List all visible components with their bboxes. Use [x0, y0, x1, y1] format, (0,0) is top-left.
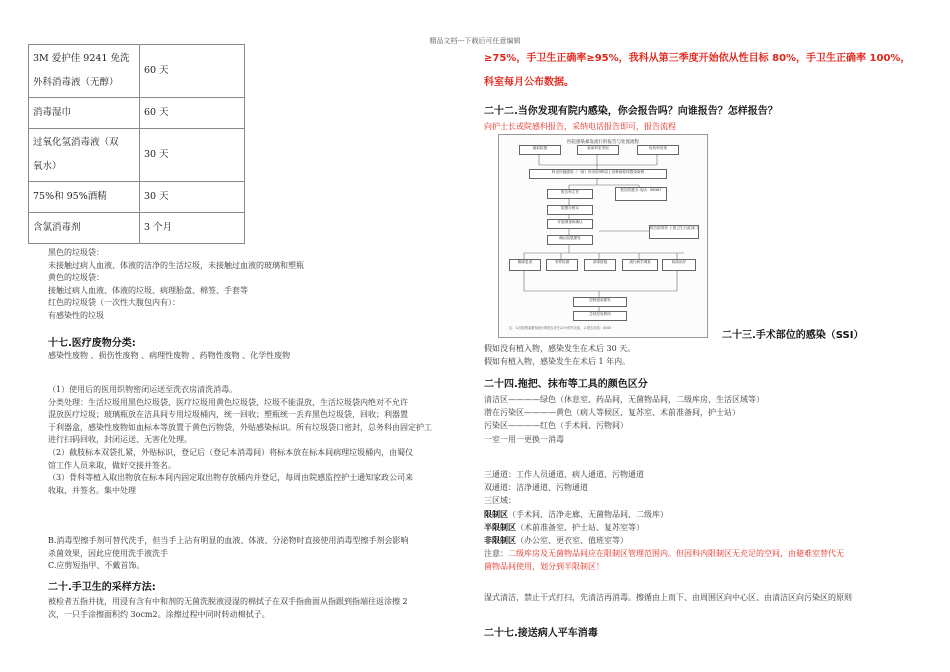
wet-clean-text: 湿式清洁，禁止干式打扫，先清洁再消毒。擦循由上而下、由周围区向中心区、由清洁区向污染区的原则 — [484, 593, 852, 602]
disinfectant-shelf-life-table — [28, 44, 245, 244]
shelf-life-cell: 30 天 — [140, 182, 245, 213]
flow-box-measure: 消毒措施 — [584, 259, 616, 271]
text-line: 有感染性的垃圾 — [48, 310, 104, 320]
cell-line: 消毒湿巾 — [33, 107, 72, 118]
text-line: 进行扫码回收，封闭运送、无害化处理。 — [48, 435, 192, 445]
cell-line: 过氧化氢消毒液（双 — [33, 137, 119, 148]
flow-box-main-step: 科室怀疑感染（一周）内出现3例以上同种病原体感染病例 — [529, 169, 667, 179]
flow-box-side-note: 报告院领导 上报卫生行政部门 — [649, 225, 699, 239]
hand-rub-text — [48, 535, 474, 573]
flow-box-clinical: 临床科室发现 — [577, 145, 619, 155]
disinfectant-name-cell — [29, 98, 140, 129]
text-line: 潜在污染区————黄色（病人等候区、复苏室、术前准备间，护士站） — [484, 408, 740, 418]
text-line: 污染区————红色（手术间、污物间） — [484, 421, 628, 431]
flowchart-footer: 注：1.医院感染暴发流行的报告应在12小时内完成。 2.报告电话：0000 — [509, 326, 612, 330]
flow-box-measure: 流行病学调查 — [622, 259, 658, 271]
section-27-title: 二十七.接送病人平车消毒 — [484, 628, 598, 639]
section-22-note: 向护士长或院感科报告，采纳电话报告即可，报告流程 — [484, 122, 676, 131]
flow-box-suspected: 疑似院感 — [519, 145, 561, 155]
cell-line: 3M 爱护佳 9241 免洗 — [33, 53, 130, 64]
cell-line: 75%和 95%酒精 — [33, 191, 107, 202]
text-line: 三区域： — [484, 496, 516, 506]
zone-line — [484, 508, 924, 521]
table-row — [29, 98, 245, 129]
flow-box-lab: 检验科发现 — [637, 145, 679, 155]
text-line: 于利器盒，感染性废物如血标本等放置于黄色污物袋，外贴感染标识。所有垃圾袋口密封，总务科由固定护工 — [48, 422, 432, 432]
shelf-life-cell: 60 天 — [140, 98, 245, 129]
waste-handling-text — [48, 384, 474, 497]
hand-hygiene-rate-text — [484, 47, 929, 95]
text-line: 一室一用一更换一消毒 — [484, 434, 564, 444]
table-row — [29, 182, 245, 213]
disinfectant-name-cell — [29, 129, 140, 182]
zone-desc: （术前准备室、护士站、复苏室等） — [516, 522, 644, 532]
section-17-title: 十七.医疗废物分类: — [48, 338, 136, 349]
text-line: 三通道：工作人员通道、病人通道、污物通道 — [484, 470, 644, 479]
section-24-title: 二十四.拖把、抹布等工具的颜色区分 — [484, 379, 648, 390]
text-line: 双通道：洁净通道、污物通道 — [484, 483, 588, 493]
text-line: 接触过病人血液、体液的垃圾、病理胎盘、棉签、手套等 — [48, 285, 248, 295]
section-17-items: 感染性废物 、损伤性废物 、病理性废物 、药物性废物 、化学性废物 — [48, 351, 291, 360]
text-line: 混放医疗垃圾；玻璃瓶放在洁具间专用垃圾桶内，统一回收；塑瓶统一丢弃黑色垃圾袋，回收；利器置 — [48, 410, 408, 420]
text-line: 次，一只手涂擦面积约 3ocm2。涂擦过程中同时转动棉拭子。 — [48, 609, 270, 619]
flow-box-measure: 隔离患者 — [509, 259, 541, 271]
text-line: 黑色的垃圾袋： — [48, 248, 104, 257]
text-line: 被检者五指并拢，用浸有含有中和剂的无菌洗脱液浸湿的棉拭子在双手指曲面从指跟到指端往返涂擦 2 — [48, 597, 408, 606]
flow-box-verify: 院感办核实 — [547, 205, 593, 215]
zone-line — [484, 534, 924, 547]
section-20-text — [48, 596, 474, 621]
notice-line — [484, 547, 924, 560]
disinfectant-name-cell — [29, 213, 140, 244]
shelf-life-cell: 30 天 — [140, 129, 245, 182]
disinfectant-name-cell — [29, 45, 140, 98]
text-line: （2）截肢标本双袋扎紧，外贴标识，登记后（登记本消毒间）将标本放在标本间病理垃圾桶内，由蜀仪 — [48, 447, 414, 457]
notice-red-text: 二级库房及无菌物品间应在限制区管理范围内。但因科内限制区无充足的空间，由避难室替代无 — [508, 549, 844, 559]
zone-desc: （办公室、更衣室、值班室等） — [516, 536, 628, 546]
flowchart-title: 医院感染暴发流行的报告与处置流程 — [567, 140, 639, 145]
zone-label: 限制区 — [484, 509, 508, 519]
text-line: 未接触过病人血液、体液的洁净的生活垃圾，未接触过血液的玻璃和塑瓶 — [48, 260, 304, 270]
channels-zones-text — [484, 468, 924, 574]
table-row — [29, 213, 245, 244]
section-24-text — [484, 393, 924, 446]
shelf-life-cell: 3 个月 — [140, 213, 245, 244]
outbreak-report-flowchart — [498, 134, 708, 338]
section-23-title: 二十三.手术部位的感染（SSI） — [722, 330, 864, 341]
zone-desc: （手术间、洁净走廊、无菌物品间、二级库） — [508, 509, 668, 519]
text-line: 假如没有植入物，感染发生在术后 30 天。 — [484, 344, 636, 353]
text-line: 分类处理：生活垃圾用黑色垃圾袋，医疗垃圾用黄色垃圾袋，垃圾不能混放，生活垃圾袋内绝对不允许 — [48, 397, 408, 407]
flow-box-report-office: 报告院感办 电话：66387 — [615, 187, 667, 201]
flow-box-summary: 总结经验教训 — [573, 311, 627, 321]
section-23-text — [484, 343, 924, 368]
text-line: ≥75%，手卫生正确率≥95%，我科从第三季度开始依从性目标 80%，手卫生正确率 100%， — [484, 53, 911, 64]
section-22-title: 二十二.当你发现有院内感染，你会报告吗？向谁报告？怎样报告？ — [484, 106, 778, 117]
text-line: C.应剪短指甲、不戴首饰。 — [48, 561, 145, 571]
text-line: 黄色的垃圾袋： — [48, 273, 104, 283]
text-line: 假如有植入物，感染发生在术后 1 年内。 — [484, 356, 631, 366]
zone-line — [484, 521, 924, 534]
text-line: （3）骨科等植入取出物放在标本间内固定取出物存放桶内并登记，每周由院感监控护士通知家政公司来 — [48, 473, 414, 483]
text-line: B.消毒型擦手剂可替代洗手，但当手上沾有明显的血液、体液、分泌物时直接使用消毒型擦手剂会影响 — [48, 536, 409, 545]
zone-label: 半限制区 — [484, 522, 516, 532]
text-line: 馆工作人员来取，做好交接并签名。 — [48, 460, 176, 470]
flow-box-survey: 开展调查和确认 — [547, 219, 593, 229]
flow-box-measure: 采样检测 — [546, 259, 578, 271]
cell-line: 氧水） — [33, 161, 62, 172]
header-note: 精品文档---下载后可任意编辑 — [429, 37, 521, 45]
zone-label: 非限制区 — [484, 536, 516, 546]
text-line: 收取，并签名。集中处理 — [48, 485, 136, 495]
text-line: 杀菌效果，因此应使用洗手液洗手 — [48, 548, 168, 558]
table-row — [29, 129, 245, 182]
flow-box-report-director: 报告科主任 — [547, 189, 593, 199]
notice-red-text: 菌物品间使用，划分到半限制区！ — [484, 562, 604, 572]
cell-line: 外科消毒液（无醇） — [33, 77, 119, 88]
text-line: 红色的垃圾袋（一次性大腹包内有）： — [48, 298, 180, 308]
section-20-title: 二十.手卫生的采样方法: — [48, 582, 156, 593]
flow-box-measure: 临床治疗 — [662, 259, 696, 271]
table-row — [29, 45, 245, 98]
disinfectant-name-cell — [29, 182, 140, 213]
flow-box-control: 控制感染暴发 — [573, 297, 627, 307]
cell-line: 含氯消毒剂 — [33, 222, 81, 233]
text-line: 清洁区————绿色（休息室、药品间，无菌物品间，二级库房，生活区域等） — [484, 395, 764, 404]
text-line: 科室每月公布数据。 — [484, 77, 574, 88]
notice-label: 注意： — [484, 549, 508, 559]
garbage-bag-text — [48, 247, 468, 323]
flow-box-confirm: 确认院感暴发 — [547, 235, 593, 245]
shelf-life-cell: 60 天 — [140, 45, 245, 98]
text-line: （1）使用后的医用织物密闭运送至洗衣房清洗消毒。 — [48, 385, 238, 394]
